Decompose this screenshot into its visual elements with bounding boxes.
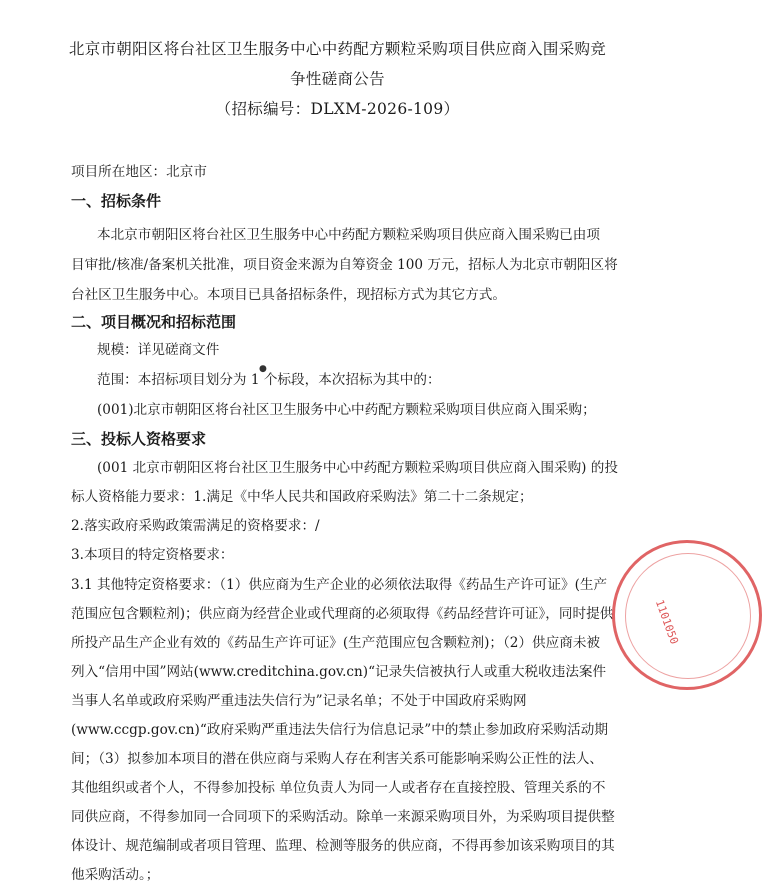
project-location: 项目所在地区：北京市 (71, 164, 207, 180)
paragraph-line: 台社区卫生服务中心。本项目已具备招标条件，现招标方式为其它方式。 (71, 287, 506, 303)
paragraph-line: 目审批/核准/备案机关批准，项目资金来源为自筹资金 100 万元，招标人为北京市朝阳区将 (71, 257, 618, 273)
section-heading-3: 三、投标人资格要求 (71, 430, 207, 448)
paragraph-line: 间；（3）拟参加本项目的潜在供应商与采购人存在利害关系可能影响采购公正性的法人、 (71, 751, 604, 767)
tender-code: （招标编号：DLXM-2026-109） (215, 100, 460, 118)
paragraph-line: (001 北京市朝阳区将台社区卫生服务中心中药配方颗粒采购项目供应商入围采购) 的投 (97, 460, 618, 476)
paragraph-line: (www.ccgp.gov.cn)“政府采购严重违法失信行为信息记录”中的禁止参加政府采购活动期 (71, 722, 608, 738)
paragraph-line: 本北京市朝阳区将台社区卫生服务中心中药配方颗粒采购项目供应商入围采购已由项 (97, 227, 600, 243)
scope-line: 范围：本招标项目划分为 1 个标段，本次招标为其中的： (97, 372, 441, 388)
paragraph-line: 所投产品生产企业有效的《药品生产许可证》(生产范围应包含颗粒剂)；（2）供应商未被 (71, 635, 601, 651)
paragraph-line: 范围应包含颗粒剂)；供应商为经营企业或代理商的必须取得《药品经营许可证》，同时提供 (71, 606, 614, 622)
paragraph-line: 2.落实政府采购政策需满足的资格要求：/ (71, 518, 320, 534)
paragraph-line: 3.本项目的特定资格要求： (71, 547, 234, 563)
section-heading-2: 二、项目概况和招标范围 (71, 313, 237, 331)
page-title-line1: 北京市朝阳区将台社区卫生服务中心中药配方颗粒采购项目供应商入围采购竞 (68, 40, 607, 58)
paragraph-line: 列入“信用中国”网站(www.creditchina.gov.cn)“记录失信被执行人或重大税收违法案件 (71, 664, 607, 680)
scale-line: 规模：详见磋商文件 (97, 342, 220, 358)
seal-number: 1101050 (652, 598, 681, 647)
section-heading-1: 一、招标条件 (71, 192, 162, 210)
paragraph-line: 体设计、规范编制或者项目管理、监理、检测等服务的供应商，不得再参加该采购项目的其 (71, 838, 615, 854)
ink-dot: ● (259, 364, 267, 374)
paragraph-line: 同供应商，不得参加同一合同项下的采购活动。除单一来源采购项目外，为采购项目提供整 (71, 809, 615, 825)
page-title-line2: 争性磋商公告 (290, 70, 385, 88)
lot-line: (001)北京市朝阳区将台社区卫生服务中心中药配方颗粒采购项目供应商入围采购； (97, 402, 596, 418)
paragraph-line: 标人资格能力要求：1.满足《中华人民共和国政府采购法》第二十二条规定； (71, 489, 533, 505)
paragraph-line: 3.1 其他特定资格要求：（1）供应商为生产企业的必须依法取得《药品生产许可证》(生产 (71, 577, 608, 593)
paragraph-line: 当事人名单或政府采购严重违法失信行为”记录名单；不处于中国政府采购网 (71, 693, 527, 709)
seal-inner-ring (625, 553, 751, 679)
paragraph-line: 其他组织或者个人，不得参加投标 单位负责人为同一人或者存在直接控股、管理关系的不 (71, 780, 606, 796)
paragraph-line: 他采购活动。； (71, 867, 160, 883)
official-seal (612, 540, 762, 690)
